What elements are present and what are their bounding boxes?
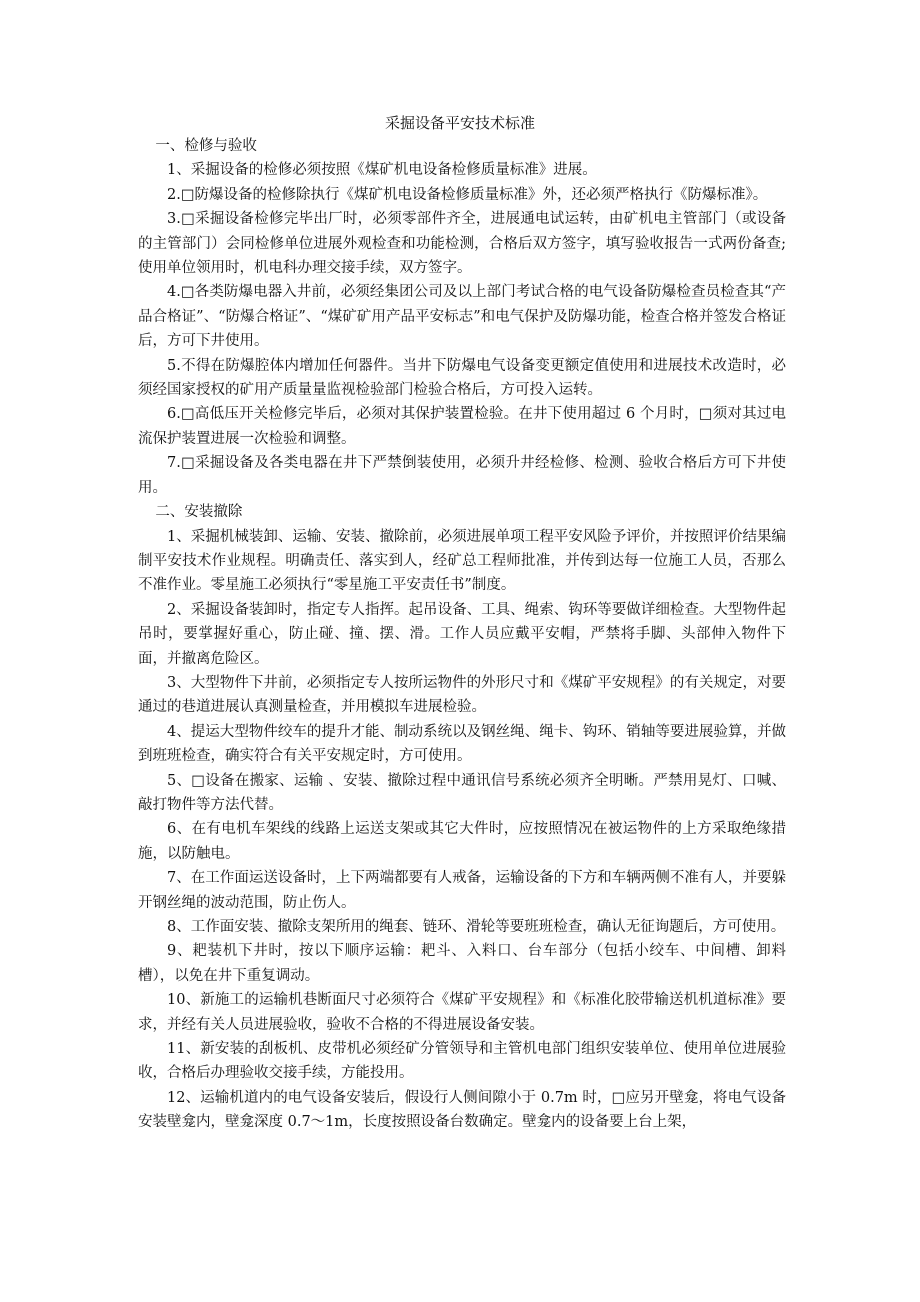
paragraph: 7、在工作面运送设备时，上下两端都要有人戒备，运输设备的下方和车辆两侧不准有人，并要躲开钢丝绳的波动范围，防止伤人。: [138, 870, 786, 911]
section-heading: 一、检修与验收: [155, 138, 257, 154]
paragraph: 2.□防爆设备的检修除执行《煤矿机电设备检修质量标准》外，还必须严格执行《防爆标准》。: [167, 186, 768, 203]
paragraph: 11、新安装的刮板机、皮带机必须经矿分管领导和主管机电部门组织安装单位、使用单位进展验收，合格后办理验收交接手续，方能投用。: [138, 1041, 786, 1082]
paragraph: 6.□高低压开关检修完毕后，必须对其保护装置检验。在井下使用超过 6 个月时，□须对其过电流保护装置进展一次检验和调整。: [138, 406, 786, 447]
paragraph: 4.□各类防爆电器入井前，必须经集团公司及以上部门考试合格的电气设备防爆检查员检查其“产品合格证”、“防爆合格证”、“煤矿矿用产品平安标志”和电气保护及防爆功能，检查合格并签发合格证后，方可下井使用。: [138, 284, 786, 350]
paragraph: 8、工作面安装、撤除支架所用的绳套、链环、滑轮等要班班检查，确认无征询题后，方可使用。: [167, 919, 786, 935]
paragraph: 5.不得在防爆腔体内增加任何器件。当井下防爆电气设备变更额定值使用和进展技术改造时，必须经国家授权的矿用产质量量监视检验部门检验合格后，方可投入运转。: [138, 357, 786, 399]
section-heading: 二、安装撤除: [155, 504, 243, 521]
document-body: [138, 134, 786, 1135]
paragraph: 5、□设备在搬家、运输 、安装、撤除过程中通讯信号系统必须齐全明晰。严禁用晃灯、口喊、敲打物件等方法代替。: [138, 772, 786, 813]
paragraph: 4、提运大型物件绞车的提升才能、制动系统以及钢丝绳、绳卡、钩环、销轴等要进展验算，并做到班班检查，确实符合有关平安规定时，方可使用。: [138, 723, 786, 765]
paragraph: 10、新施工的运输机巷断面尺寸必须符合《煤矿平安规程》和《标准化胶带输送机机道标准》要求，并经有关人员进展验收，验收不合格的不得进展设备安装。: [138, 992, 786, 1033]
paragraph: 6、在有电机车架线的线路上运送支架或其它大件时，应按照情况在被运物件的上方采取绝缘措施，以防触电。: [138, 821, 786, 862]
document-title: 采掘设备平安技术标准: [384, 114, 535, 132]
paragraph: 9、耙装机下井时，按以下顺序运输：耙斗、入料口、台车部分（包括小绞车、中间槽、卸料槽），以免在井下重复调动。: [138, 943, 786, 984]
paragraph: 1、采掘机械装卸、运输、安装、撤除前，必须进展单项工程平安风险予评价，并按照评价结果编制平安技术作业规程。明确责任、落实到人，经矿总工程师批准，并传到达每一位施工人员，否那么不准作业。零星施工必须执行“零星施工平安责任书”制度。: [138, 528, 786, 594]
paragraph: 1、采掘设备的检修必须按照《煤矿机电设备检修质量标准》进展。: [167, 162, 597, 179]
paragraph: 12、运输机道内的电气设备安装后，假设行人侧间隙小于 0.7m 时，□应另开壁龛，将电气设备安装壁龛内，壁龛深度 0.7～1m，长度按照设备台数确定。壁龛内的设备要上台上架，: [138, 1089, 786, 1131]
paragraph: 3.□采掘设备检修完毕出厂时，必须零部件齐全，进展通电试运转，由矿机电主管部门（或设备的主管部门）会同检修单位进展外观检查和功能检测，合格后双方签字，填写验收报告一式两份备查;使用单位领用时，机电科办理交接手续，双方签字。: [138, 211, 786, 277]
paragraph: 7.□采掘设备及各类电器在井下严禁倒装使用，必须升井经检修、检测、验收合格后方可下井使用。: [138, 455, 786, 496]
paragraph: 2、采掘设备装卸时，指定专人指挥。起吊设备、工具、绳索、钩环等要做详细检查。大型物件起吊时，要掌握好重心，防止碰、撞、摆、滑。工作人员应戴平安帽，严禁将手脚、头部伸入物件下面，并撤离危险区。: [138, 601, 786, 667]
paragraph: 3、大型物件下井前，必须指定专人按所运物件的外形尺寸和《煤矿平安规程》的有关规定，对要通过的巷道进展认真测量检查，并用模拟车进展检验。: [138, 674, 786, 716]
